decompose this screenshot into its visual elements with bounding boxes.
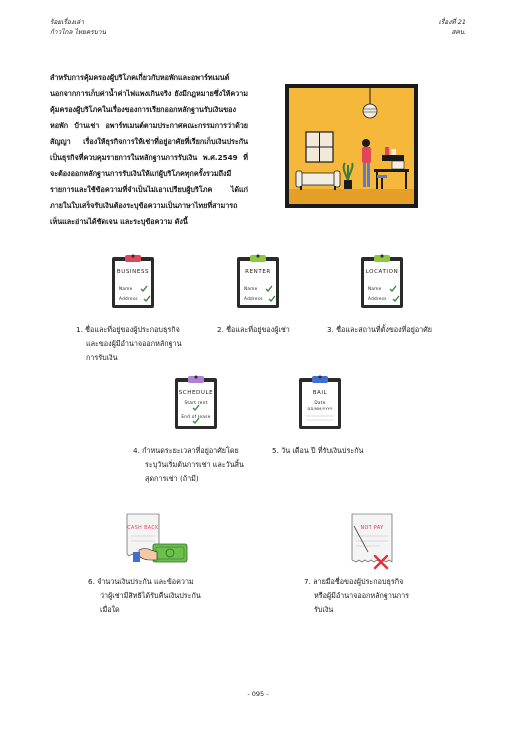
- header-right: [439, 17, 466, 37]
- clipboard-title: BUSINESS: [116, 269, 150, 275]
- clipboard-title: BAIL: [312, 390, 328, 396]
- clipboard-line: Address: [368, 296, 387, 301]
- item-1-caption: [76, 323, 206, 365]
- item-text: ชื่อและที่อยู่ของผู้เช่า: [226, 325, 290, 334]
- clipboard-line: Start rent: [184, 400, 208, 405]
- clipboard-clip-hole: [195, 376, 198, 379]
- intro-text: สำหรับการคุ้มครองผู้บริโภคเกี่ยวกับหอพักและอพาร์ทเมนต์นอกจากการเก็บค่าน้ำค่าไฟแพงเกินจริง ยังมีกฎหมายซึ่งให้ความคุ้มครองผู้บริโภคในเรื่องของการเรียกออกหลักฐานรับเงินของหอพัก บ้านเช่า อพาร์ทเมนต์ตามประกาศคณะกรรมการว่าด้วยสัญญา เรื่องให้ธุรกิจการให้เช่าที่อยู่อาศัยที่เรียกเก็บเงินประกันเป็นธุรกิจที่ควบคุมรายการในหลักฐานการรับเงิน พ.ศ.2549 ที่จะต้องออกหลักฐานการรับเงินให้แก่ผู้บริโภคทุกครั้งรวมถึงมีรายการและใช้ข้อความที่จำเป็นไม่เอาเปรียบผู้บริโภค ได้แก่ ภายในใบเสร็จรับเงินต้องระบุข้อความเป็นภาษาไทยที่สามารถเห็นและอ่านได้ชัดเจน และระบุข้อความ ดังนี้: [50, 73, 248, 226]
- clipboard-title: LOCATION: [365, 269, 399, 275]
- item-number: 7.: [304, 577, 311, 586]
- clipboard-title: RENTER: [245, 269, 271, 275]
- clipboard-schedule-icon: [174, 374, 218, 430]
- item-text: วัน เดือน ปี ที่รับเงินประกัน: [281, 446, 364, 455]
- clipboard-line: End of lease: [181, 414, 211, 419]
- item-text: ลายมือชื่อของผู้ประกอบธุรกิจ: [313, 577, 404, 586]
- sofa-leg: [300, 186, 302, 190]
- clipboard-line: Date: [314, 400, 326, 405]
- room-floor: [289, 189, 414, 204]
- item-number: 6.: [88, 577, 95, 586]
- item-number: 1.: [76, 325, 83, 334]
- woman-head-icon: [362, 139, 370, 147]
- item-text: เมื่อใด: [100, 605, 120, 614]
- sleeve-icon: [133, 552, 140, 562]
- clipboard-clip-hole: [257, 255, 260, 258]
- book-icon: [391, 149, 396, 155]
- clipboard-line: DD/MM/YYYY: [307, 407, 333, 411]
- clipboard-line: Address: [244, 296, 263, 301]
- clipboard-bail-icon: [298, 374, 342, 430]
- sofa-leg: [334, 186, 336, 190]
- clipboard-line: Name: [244, 286, 258, 291]
- item-6-caption: [88, 575, 228, 617]
- item-7-caption: [304, 575, 444, 617]
- item-5-caption: [272, 444, 402, 458]
- sofa-arm: [334, 171, 340, 187]
- cash-back-label: CASH BACK: [127, 526, 159, 531]
- book-icon: [385, 147, 389, 155]
- item-2-caption: [217, 323, 327, 337]
- sofa-arm: [296, 171, 302, 187]
- banknote-icon: [153, 544, 187, 562]
- item-number: 5.: [272, 446, 279, 455]
- item-number: 2.: [217, 325, 224, 334]
- item-text: และของผู้มีอำนาจออกหลักฐาน: [86, 339, 182, 348]
- item-4-caption: [133, 444, 258, 486]
- clipboard-line: Name: [368, 286, 382, 291]
- chair-icon: [377, 175, 387, 178]
- woman-leg: [367, 163, 370, 187]
- woman-body-icon: [362, 147, 371, 163]
- desk-leg: [376, 172, 378, 189]
- page-number: - 095 -: [247, 690, 269, 698]
- item-text: ชื่อและที่อยู่ของผู้ประกอบธุรกิจ: [85, 325, 180, 334]
- item-text: สุดการเช่า (ถ้ามี): [145, 474, 199, 483]
- chair-leg: [381, 178, 383, 189]
- item-number: 4.: [133, 446, 140, 455]
- header-left: [50, 17, 106, 37]
- shelf-icon: [382, 155, 404, 161]
- clipboard-business-icon: [111, 253, 155, 309]
- header-story-number: เรื่องที่ 21: [438, 18, 466, 26]
- clipboard-title: SCHEDULE: [178, 390, 214, 396]
- clipboard-line: Address: [119, 296, 138, 301]
- not-pay-receipt-icon: [344, 512, 400, 570]
- item-number: 3.: [327, 325, 334, 334]
- cash-back-receipt-icon: [123, 512, 189, 566]
- item-text: รับเงิน: [314, 605, 334, 614]
- plant-pot-icon: [344, 180, 352, 189]
- clipboard-line: Name: [119, 286, 133, 291]
- receipt-paper: [352, 514, 392, 562]
- item-text: จำนวนเงินประกัน และข้อความ: [97, 577, 194, 586]
- item-text: ชื่อและสถานที่ตั้งของที่อยู่อาศัย: [336, 325, 432, 334]
- not-pay-label: NOT PAY: [360, 526, 384, 531]
- item-text: ว่าผู้เช่ามีสิทธิได้รับคืนเงินประกัน: [100, 591, 201, 600]
- clipboard-location-icon: [360, 253, 404, 309]
- desk-leg: [405, 172, 407, 189]
- item-text: หรือผู้มีอำนาจออกหลักฐานการ: [314, 591, 410, 600]
- header-agency: สคบ.: [451, 28, 466, 36]
- clipboard-clip-hole: [319, 376, 322, 379]
- header-series-title: ร้อยเรื่องเล่า: [50, 18, 84, 26]
- item-text: ระบุวันเริ่มต้นการเช่า และวันสิ้น: [145, 460, 244, 469]
- clipboard-clip-hole: [381, 255, 384, 258]
- item-3-caption: [327, 323, 457, 337]
- lamp-icon: [363, 104, 377, 118]
- item-text: การรับเงิน: [86, 353, 118, 362]
- desk-icon: [374, 169, 409, 172]
- laptop-icon: [392, 161, 404, 169]
- header-series-subtitle: ก้าวไกล ไทยครบาน: [50, 28, 106, 36]
- clipboard-renter-icon: [236, 253, 280, 309]
- item-text: กำหนดระยะเวลาที่อยู่อาศัยโดย: [142, 446, 239, 455]
- room-illustration: [284, 83, 419, 209]
- woman-leg: [363, 163, 366, 187]
- intro-paragraph: [50, 70, 248, 230]
- clipboard-clip-hole: [132, 255, 135, 258]
- sofa-icon: [299, 173, 337, 185]
